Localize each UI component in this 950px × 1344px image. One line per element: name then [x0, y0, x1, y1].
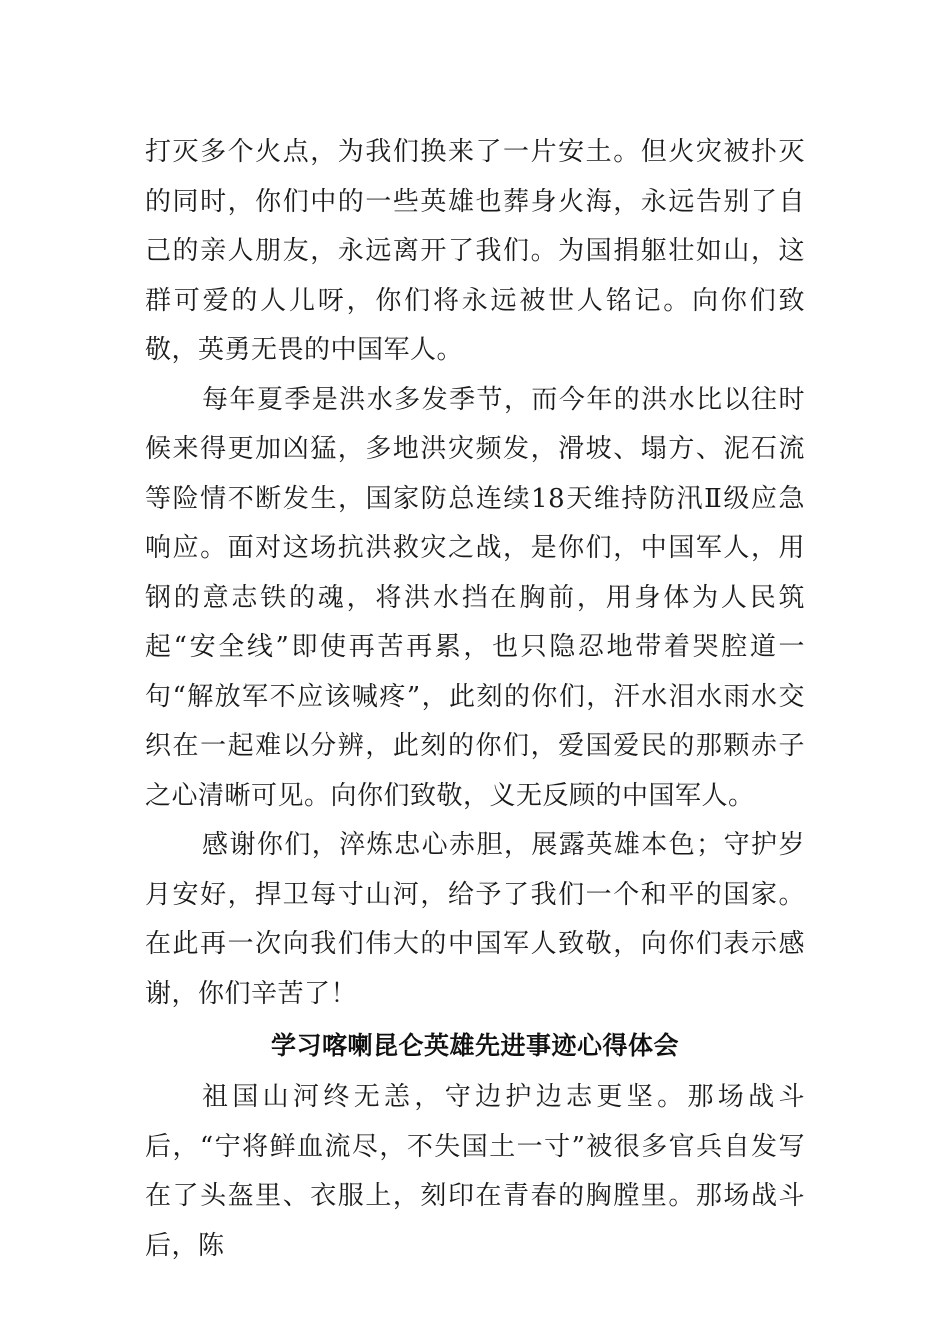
- paragraph-karakoram: 祖国山河终无恙，守边护边志更坚。那场战斗后，“宁将鲜血流尽，不失国土一寸”被很多官兵自发写在了头盔里、衣服上，刻印在青春的胸膛里。那场战斗后，陈: [145, 1082, 805, 1261]
- section-heading: 学习喀喇昆仑英雄先进事迹心得体会: [270, 1031, 679, 1060]
- document-body: [145, 128, 805, 1271]
- paragraph-flood-relief: 每年夏季是洪水多发季节，而今年的洪水比以往时候来得更加凶猛，多地洪灾频发，滑坡、塌方、泥石流等险情不断发生，国家防总连续18天维持防汛Ⅱ级应急响应。面对这场抗洪救灾之战，是你们，中国军人，用钢的意志铁的魂，将洪水挡在胸前，用身体为人民筑起“安全线”即使再苦再累，也只隐忍地带着哭腔道一句“解放军不应该喊疼”，此刻的你们，汗水泪水雨水交织在一起难以分辨，此刻的你们，爱国爱民的那颗赤子之心清晰可见。向你们致敬，义无反顾的中国军人。: [145, 384, 805, 811]
- paragraph-thanks: 感谢你们，淬炼忠心赤胆，展露英雄本色；守护岁月安好，捍卫每寸山河，给予了我们一个和平的国家。在此再一次向我们伟大的中国军人致敬，向你们表示感谢，你们辛苦了！: [145, 830, 805, 1009]
- paragraph-sacrifice-fire: 打灭多个火点，为我们换来了一片安土。但火灾被扑灭的同时，你们中的一些英雄也葬身火海，永远告别了自己的亲人朋友，永远离开了我们。为国捐躯壮如山，这群可爱的人儿呀，你们将永远被世人铭记。向你们致敬，英勇无畏的中国军人。: [145, 137, 805, 365]
